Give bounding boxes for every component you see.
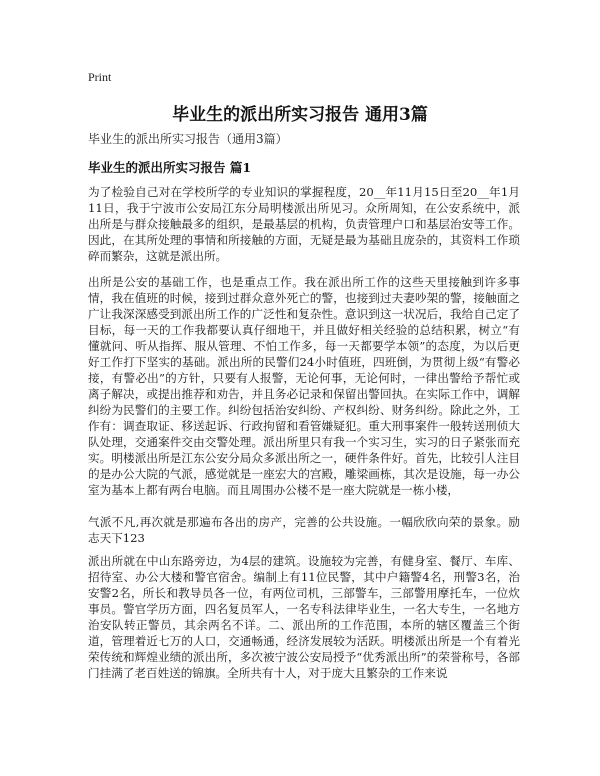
paragraph-station: 派出所就在中山东路旁边，为4层的建筑。设施较为完善，有健身室、餐厅、车库、招待室、办公大楼和警官宿舍。编制上有11位民警，其中户籍警4名，刑警3名，治安警2名，所长和教导员各一位，有两位司机，三部警车，三部警用摩托车，一位炊事员。警官学历方面，四名复员军人，一名专科法律毕业生，一名大专生，一名地方治安队转正警员，其余两名不详。二、派出所的工作范围，本所的辖区覆盖三个街道，管理着近七万的人口，交通畅通，经济发展较为活跃。明楼派出所是一个有着光荣传统和辉煌业绩的派出所，多次被宁波公安局授予“优秀派出所”的荣誉称号，各部门挂满了老百姓送的锦旗。全所共有十人，对于庞大且繁杂的工作来说: [88, 554, 520, 680]
page-title: 毕业生的派出所实习报告 通用3篇: [172, 105, 428, 125]
section-heading: 毕业生的派出所实习报告 篇1: [88, 160, 252, 175]
print-label: Print: [88, 70, 112, 84]
document-subtitle: 毕业生的派出所实习报告（通用3篇）: [88, 132, 288, 146]
paragraph-intro: 为了检验自己对在学校所学的专业知识的掌握程度，20__年11月15日至20__年1月11日，我于宁波市公安局江东分局明楼派出所见习。众所周知，在公安系统中，派出所是与群众接触最多的组织，是最基层的机构，负责管理户口和基层治安等工作。因此，在其所处理的事情和所接触的方面，无疑是最为基础且庞杂的，其资料工作琐碎而繁杂，这就是派出所。: [88, 185, 520, 263]
paragraph-work: 出所是公安的基础工作，也是重点工作。我在派出所工作的这些天里接触到许多事情，我在值班的时候，接到过群众意外死亡的警，也接到过夫妻吵架的警，接触面之广让我深深感受到派出所工作的广泛性和复杂性。意识到这一状况后，我给自己定了目标，每一天的工作我都要认真仔细地干，并且做好相关经验的总结积累，树立“有懂就问、听从指挥、服从管理、不怕工作多，每一天都要学本领”的态度，为以后更好工作打下坚实的基础。派出所的民警们24小时值班，四班倒，为贯彻上级“有警必接，有警必出”的方针，只要有人报警，无论何事，无论何时，一律出警给予帮忙或离子解决，或提出推荐和劝告，并且务必记录和保留出警回执。在实际工作中，调解纠纷为民警们的主要工作。纠纷包括治安纠纷、产权纠纷、财务纠纷。除此之外，工作有：调查取证、移送起诉、行政拘留和看管嫌疑犯。重大刑事案件一般转送刑侦大队处理，交通案件交由交警处理。派出所里只有我一个实习生，实习的日子紧张而充实。明楼派出所是江东公安分局众多派出所之一，硬件条件好。首先，比较引人注目的是办公大院的气派，感觉就是一座宏大的宫殿，雕梁画栋，其次是设施，每一办公室为基本上都有两台电脑。而且周围办公楼不是一座大院就是一栋小楼，: [88, 275, 520, 497]
paragraph-facilities: 气派不凡,再次就是那遍布各出的房产，完善的公共设施。一幅欣欣向荣的景象。励志天下123: [88, 515, 520, 545]
